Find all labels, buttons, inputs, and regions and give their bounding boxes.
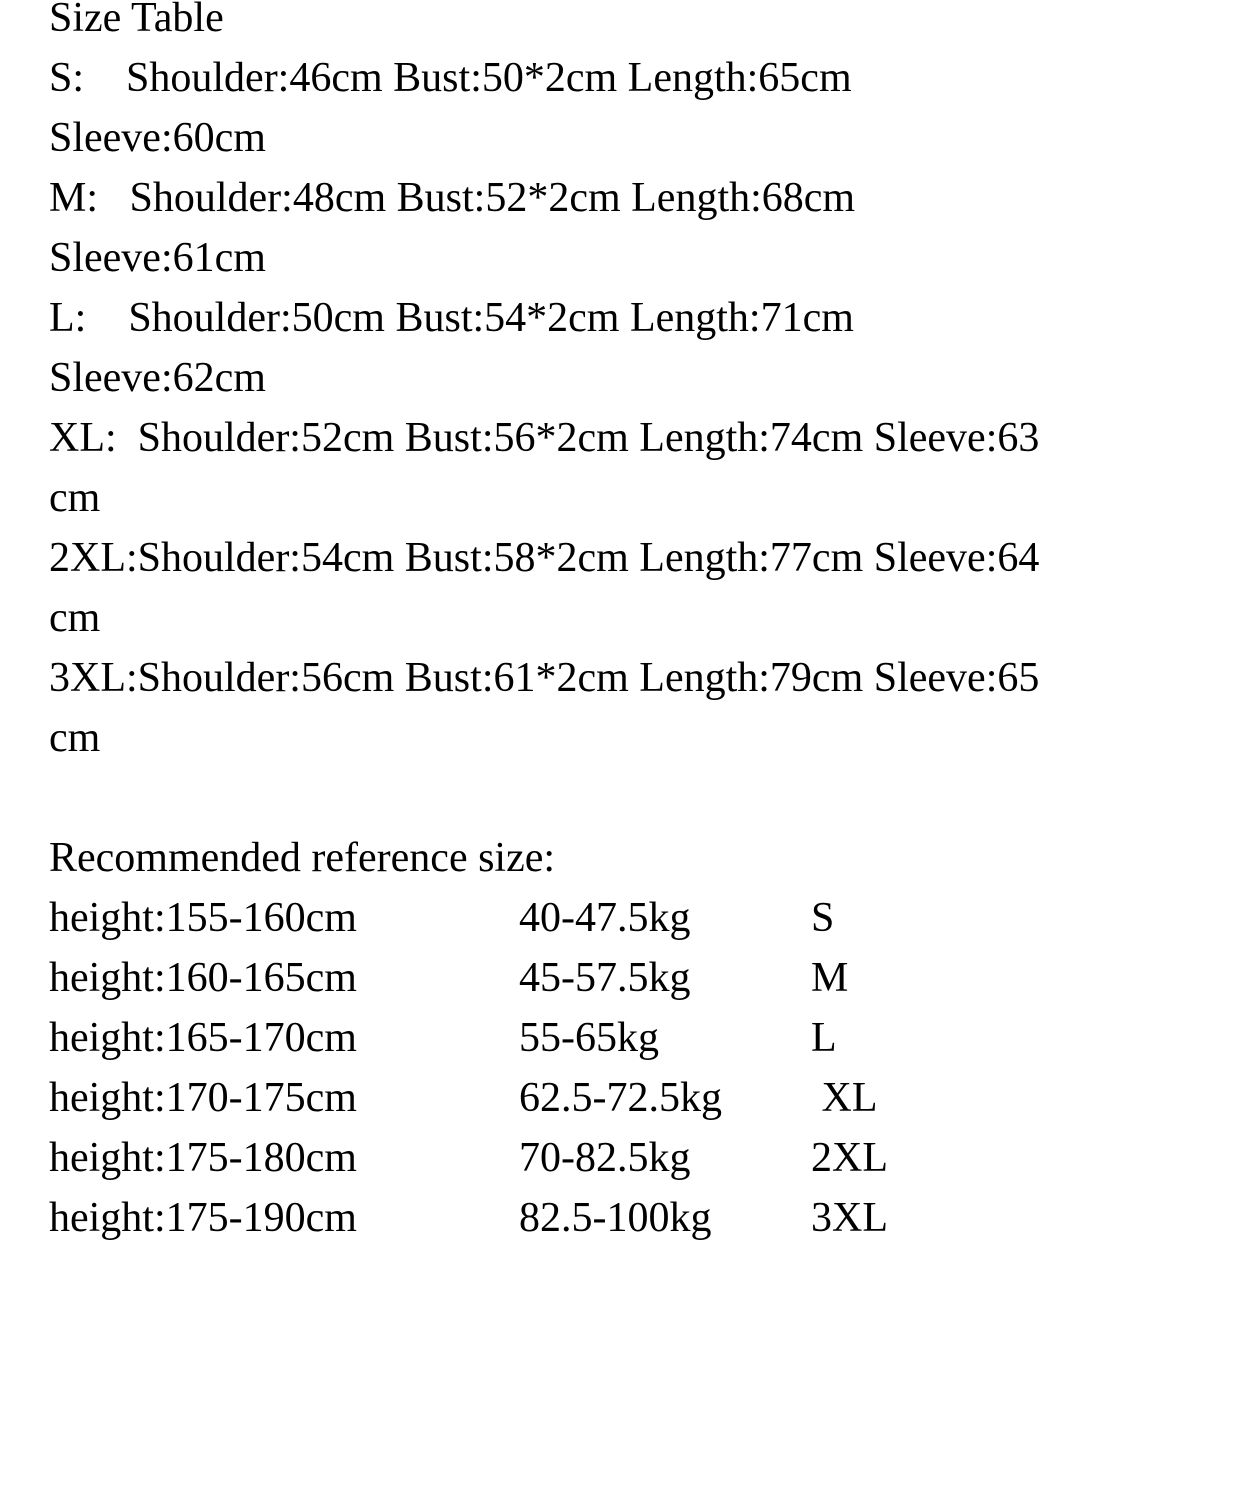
size-line: XL: Shoulder:52cm Bust:56*2cm Length:74cm Sleeve:63	[49, 415, 1040, 461]
size-line: 2XL:Shoulder:54cm Bust:58*2cm Length:77cm Sleeve:64	[49, 535, 1040, 581]
height-range: height:175-180cm	[49, 1135, 357, 1181]
weight-range: 62.5-72.5kg	[519, 1075, 722, 1121]
recommended-row	[49, 1128, 1239, 1188]
size-label: 2XL	[811, 1135, 888, 1181]
height-range: height:175-190cm	[49, 1195, 357, 1241]
size-table-title: Size Table	[49, 0, 224, 41]
size-line: cm	[49, 475, 101, 521]
weight-range: 40-47.5kg	[519, 895, 691, 941]
size-line: L: Shoulder:50cm Bust:54*2cm Length:71cm	[49, 295, 854, 341]
size-label: XL	[811, 1075, 878, 1121]
recommended-title: Recommended reference size:	[49, 835, 556, 881]
height-range: height:165-170cm	[49, 1015, 357, 1061]
recommended-row	[49, 1008, 1239, 1068]
size-line: M: Shoulder:48cm Bust:52*2cm Length:68cm	[49, 175, 856, 221]
size-line: cm	[49, 715, 101, 761]
weight-range: 70-82.5kg	[519, 1135, 691, 1181]
height-range: height:155-160cm	[49, 895, 357, 941]
size-label: L	[811, 1015, 837, 1061]
size-line: Sleeve:62cm	[49, 355, 266, 401]
size-line: Sleeve:60cm	[49, 115, 266, 161]
size-line: cm	[49, 595, 101, 641]
size-label: 3XL	[811, 1195, 888, 1241]
recommended-row	[49, 948, 1239, 1008]
recommended-row	[49, 1188, 1239, 1248]
spacer	[49, 768, 1239, 828]
size-line: Sleeve:61cm	[49, 235, 266, 281]
weight-range: 55-65kg	[519, 1015, 659, 1061]
size-line: 3XL:Shoulder:56cm Bust:61*2cm Length:79cm Sleeve:65	[49, 655, 1040, 701]
size-label: S	[811, 895, 835, 941]
height-range: height:160-165cm	[49, 955, 357, 1001]
size-line: S: Shoulder:46cm Bust:50*2cm Length:65cm	[49, 55, 852, 101]
size-document	[49, 0, 1239, 1248]
recommended-row	[49, 888, 1239, 948]
weight-range: 82.5-100kg	[519, 1195, 712, 1241]
weight-range: 45-57.5kg	[519, 955, 691, 1001]
height-range: height:170-175cm	[49, 1075, 357, 1121]
recommended-row	[49, 1068, 1239, 1128]
size-label: M	[811, 955, 849, 1001]
